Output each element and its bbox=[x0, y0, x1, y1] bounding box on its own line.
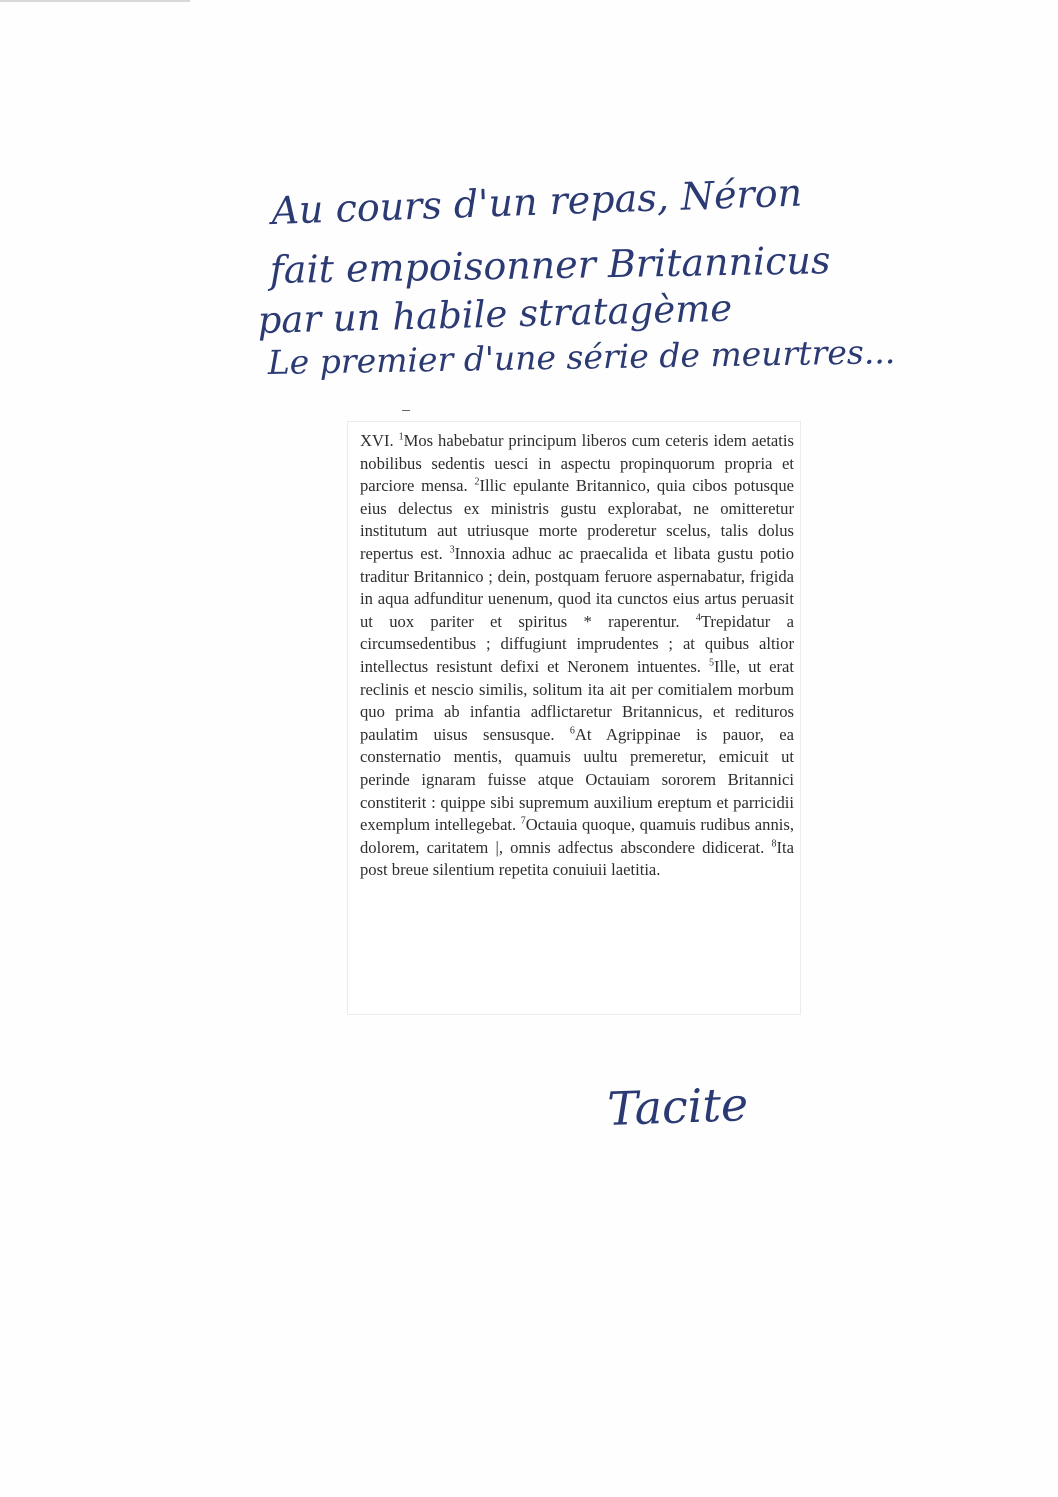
sentence-text: Innoxia adhuc ac praecalida et libata gustu potio traditur Britannico ; dein, postquam feruore aspernabatur, frigida in aqua adfunditur uenenum, quod ita cunctos eius artus peruasit ut uox pariter et spiritus * raperentur. bbox=[360, 543, 794, 631]
scan-edge-line bbox=[0, 0, 190, 2]
latin-text-clipping bbox=[348, 422, 800, 1014]
sentence-text: Ille, ut erat reclinis et nescio similis, solitum ita ait per comitialem morbum quo prima ab infantia adflictaretur Britannicus, et redituros paulatim uisus sensusque. bbox=[360, 656, 794, 744]
sentence-text: Trepidatur a circumsedentibus ; diffugiunt imprudentes ; at quibus altior intellectus resistunt defixi et Neronem intuentes. bbox=[360, 611, 794, 676]
sentence-number: 7 bbox=[520, 815, 526, 827]
handwritten-line-2: fait empoisonner Britannicus bbox=[269, 238, 831, 292]
sentence-text: Octauia quoque, quamuis rudibus annis, dolorem, caritatem |, omnis adfectus abscondere didicerat. bbox=[360, 815, 794, 857]
chapter-number: XVI. bbox=[360, 431, 399, 450]
handwritten-line-1: Au cours d'un repas, Néron bbox=[270, 170, 803, 233]
latin-paragraph bbox=[360, 430, 794, 882]
sentence-text: Mos habebatur principum liberos cum ceteris idem aetatis nobilibus sedentis uesci in aspectu propinquorum propria et parciore mensa. bbox=[360, 431, 794, 496]
sentence-text: Illic epulante Britannico, quia cibos potusque eius delectus ex ministris gustu explorabat, ne omitteretur institutum aut utriusque morte proderetur scelus, talis dolus repertus est. bbox=[360, 476, 794, 563]
sentence-number: 5 bbox=[708, 657, 714, 669]
sentence-text: Ita post breue silentium repetita conuiuii laetitia. bbox=[360, 837, 794, 880]
pencil-mark bbox=[402, 410, 410, 411]
handwritten-line-3: par un habile stratagème bbox=[257, 286, 733, 342]
sentence-number: 2 bbox=[474, 476, 480, 488]
handwritten-line-4: Le premier d'une série de meurtres... bbox=[267, 332, 896, 382]
sentence-number: 8 bbox=[771, 838, 777, 850]
signature: Tacite bbox=[606, 1077, 750, 1136]
sentence-text: At Agrippinae is pauor, ea consternatio mentis, quamuis uultu premeretur, emicuit ut perinde ignaram fuisse atque Octauiam sororem Britannici constiterit : quippe sibi supremum auxilium ereptum et parricidii exemplum intellegebat. bbox=[360, 724, 794, 835]
sentence-number: 3 bbox=[449, 544, 455, 556]
sentence-number: 4 bbox=[695, 612, 701, 624]
sentence-number: 1 bbox=[398, 431, 404, 443]
sentence-number: 6 bbox=[569, 725, 575, 737]
